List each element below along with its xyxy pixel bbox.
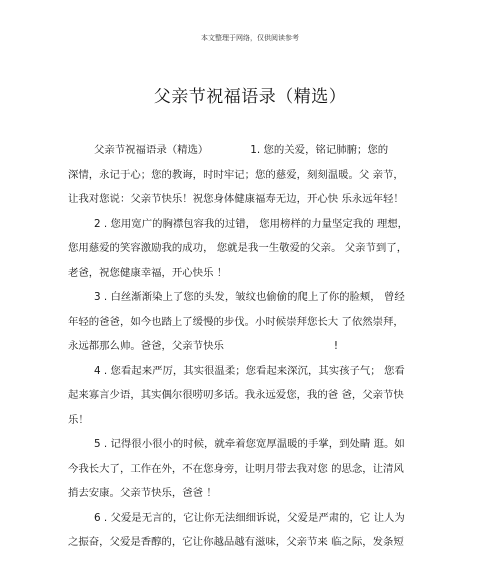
body-line-7: 3 . 白丝渐渐染上了您的头发，皱纹也偷偷的爬上了你的脸颊， 曾经 [94,291,405,303]
body-line-15: 捎去安康。父亲节快乐，爸爸 ！ [68,487,217,499]
document-title: 父亲节祝福语录（精选） [153,87,347,107]
body-line-3: 让我对您说：父亲节快乐！祝您身体健康福寿无边，开心快 乐永远年轻！ [68,193,404,205]
body-line-6: 老爸，祝您健康幸福，开心快乐 ！ [68,266,228,279]
body-line-10: 4 . 您看起来严厉，其实很温柔；您看起来深沉，其实孩子气； 您看 [94,364,405,377]
body-line-17: 之振奋，父爱是香醇的，它让你越品越有滋味，父亲节来 临之际，发条短 [68,536,404,548]
document-body [68,138,440,555]
body-line-2: 深情，永记于心；您的教诲，时时牢记；您的慈爱，刻刻温暖。父 亲节， [68,168,404,181]
body-text-segment: 永远都那么帅。爸爸，父亲节快乐 [68,340,224,352]
body-text-segment: 1. 您的关爱，铭记肺腑；您的 [250,144,389,156]
body-line-9 [68,334,440,359]
body-line-1 [68,138,440,163]
body-line-14: 今我长大了，工作在外，不在您身旁，让明月带去我对您 的思念，让清风 [68,462,404,475]
header-note: 本文整理于网络，仅供阅读参考 [201,34,299,42]
body-text-segment: ! [333,340,339,352]
body-line-5: 您用慈爱的笑容激励我的成功， 您就是我一生敬爱的父亲。 父亲节到了， [68,242,408,254]
body-line-4: 2 . 您用宽广的胸襟包容我的过错， 您用榜样的力量坚定我的 理想， [94,217,409,230]
body-line-13: 5 . 记得很小很小的时候，就牵着您宽厚温暖的手掌，到处睛 逛。如 [94,438,405,450]
subtitle-text: 父亲节祝福语录（精选） [94,144,209,156]
body-line-16: 6 . 父爱是无言的，它让你无法细细诉说，父爱是严肃的，它 让人为 [94,511,405,524]
body-line-11: 起来寡言少语，其实偶尔很唠叨多话。我永远爱您，我的爸 爸，父亲节快 [68,389,404,401]
body-line-12: 乐！ [68,413,89,426]
body-line-8: 年轻的爸爸，如今也踏上了缓慢的步伐。小时候崇拜您长大 了依然崇拜， [68,315,404,328]
